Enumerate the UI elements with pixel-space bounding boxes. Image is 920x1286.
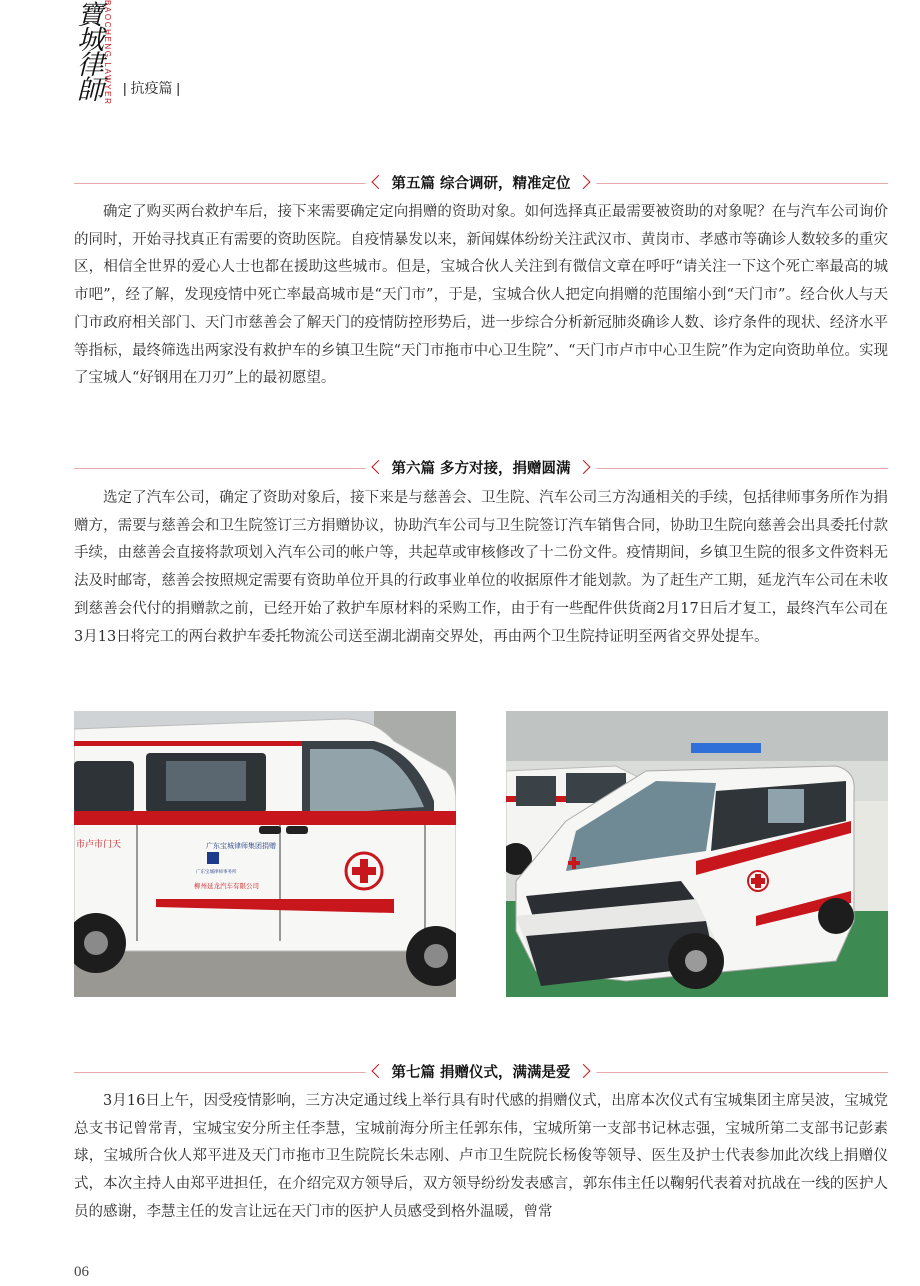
chevron-left-icon (371, 175, 385, 189)
section-title: 第五篇 综合调研，精准定位 (391, 176, 571, 192)
section-body-6: 选定了汽车公司，确定了资助对象后，接下来是与慈善会、卫生院、汽车公司三方沟通相关的手续，包括律师事务所作为捐赠方，需要与慈善会和卫生院签订三方捐赠协议，协助汽车公司与卫生院签订汽车销售合同，协助卫生院向慈善会出具委托付款手续，由慈善会直接将款项划入汽车公司的帐户等，共起草或审核修改了十二份文件。疫情期间，乡镇卫生院的很多文件资料无法及时邮寄，慈善会按照规定需要有资助单位开具的行政事业单位的收据原件才能划款。为了赶生产工期，延龙汽车公司在未收到慈善会代付的捐赠款之前，已经开始了救护车原材料的采购工作，由于有一些配件供货商2月17日后才复工，最终汽车公司在3月13日将完工的两台救护车委托物流公司送至湖北湖南交界处，再由两个卫生院持证明至两省交界处提车。 (74, 490, 888, 645)
brand-logo (66, 0, 126, 120)
chevron-right-icon (576, 1064, 590, 1078)
section-heading-6 (74, 458, 888, 480)
side-hospital-text: 市卢市门天 (76, 840, 122, 850)
section-heading-5 (74, 173, 888, 195)
ambulance-front-photo (506, 711, 888, 997)
section-heading-7 (74, 1062, 888, 1084)
chevron-right-icon (576, 460, 590, 474)
door-logo-text-2: 广东宝城律师事务所 (196, 870, 237, 875)
chevron-right-icon (576, 175, 590, 189)
door-logo-text-1: 广东宝城律师集团捐赠 (206, 842, 276, 850)
section-title: 第六篇 多方对接，捐赠圆满 (391, 461, 571, 477)
logo-english-text: BAOCHENG LAWYER (103, 0, 112, 106)
door-logo-text-3: 柳州延龙汽车有限公司 (194, 882, 259, 890)
section-title: 第七篇 捐赠仪式，满满是爱 (391, 1065, 571, 1081)
chevron-left-icon (371, 1064, 385, 1078)
section-body-5: 确定了购买两台救护车后，接下来需要确定定向捐赠的资助对象。如何选择真正最需要被资助的对象呢？在与汽车公司询价的同时，开始寻找真正有需要的资助医院。自疫情暴发以来，新闻媒体纷纷关注武汉市、黄岗市、孝感市等确诊人数较多的重灾区，相信全世界的爱心人士也都在援助这些城市。但是，宝城合伙人关注到有微信文章在呼吁“请关注一下这个死亡率最高的城市吧”，经了解，发现疫情中死亡率最高城市是“天门市”，于是，宝城合伙人把定向捐赠的范围缩小到“天门市”。经合伙人与天门市政府相关部门、天门市慈善会了解天门的疫情防控形势后，进一步综合分析新冠肺炎确诊人数、诊疗条件的现状、经济水平等指标，最终筛选出两家没有救护车的乡镇卫生院“天门市拖市中心卫生院”、“天门市卢市中心卫生院”作为定向资助单位。实现了宝城人“好钢用在刀刃”上的最初愿望。 (74, 204, 888, 387)
logo-chinese-text: 寶城律師 (72, 0, 103, 100)
section-body-7: 3月16日上午，因受疫情影响，三方决定通过线上举行具有时代感的捐赠仪式，出席本次仪式有宝城集团主席吴波，宝城党总支书记曾常青，宝城宝安分所主任李慧，宝城前海分所主任郭东伟，宝城所第一支部书记林志强，宝城所第二支部书记彭素球，宝城所合伙人郑平进及天门市拖市卫生院院长朱志刚、卢市卫生院院长杨俊等领导、医生及护士代表参加此次线上捐赠仪式，本次主持人由郑平进担任，在介绍完双方领导后，双方领导纷纷发表感言，郭东伟主任以鞠躬代表着对抗战在一线的医护人员的感谢，李慧主任的发言让远在天门市的医护人员感受到格外温暖，曾常 (74, 1093, 888, 1220)
page-number: 06 (74, 1264, 89, 1280)
ambulance-side-photo (74, 711, 456, 997)
category-label: | 抗疫篇 | (123, 80, 181, 96)
chevron-left-icon (371, 460, 385, 474)
